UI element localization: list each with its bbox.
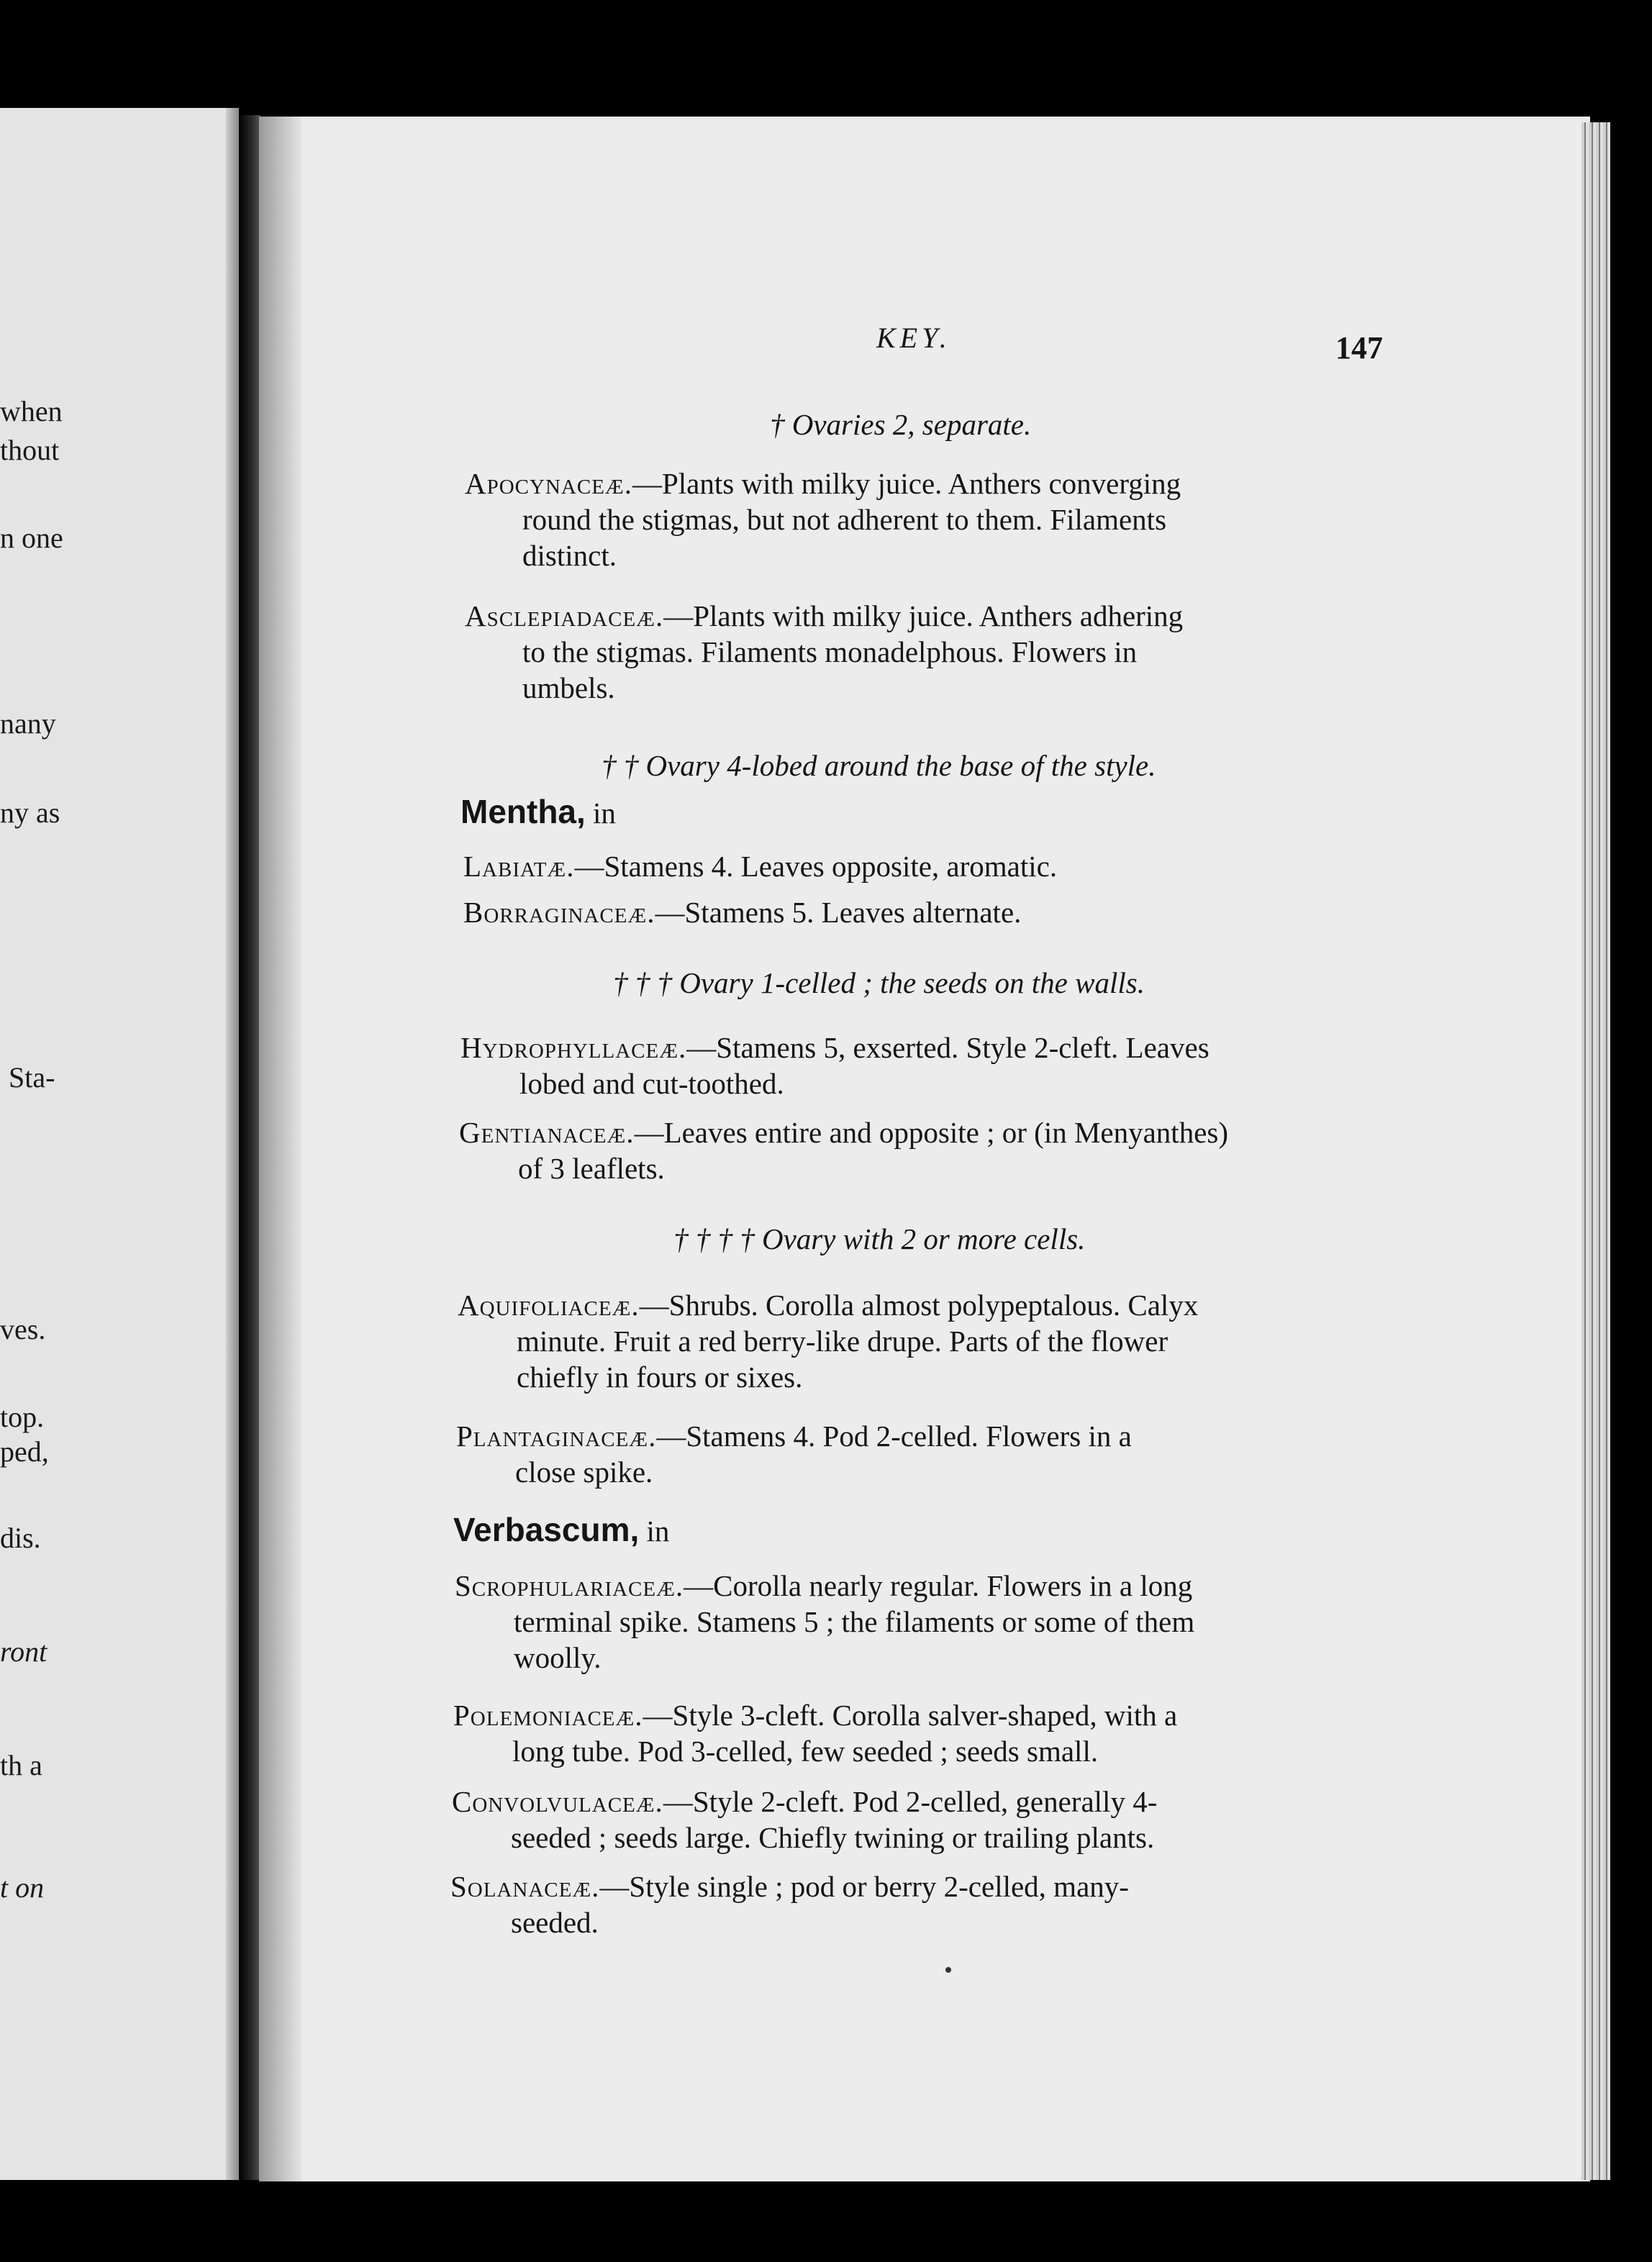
entry-continuation: close spike. [515,1455,653,1489]
genus-suffix: in [585,796,616,830]
section-heading: † † † † Ovary with 2 or more cells. [673,1222,1086,1255]
entry-continuation: of 3 leaflets. [518,1152,665,1185]
left-page-line: when [0,395,63,427]
family-name: Gentianaceæ. [459,1116,635,1149]
family-name: Solanaceæ. [450,1870,600,1903]
family-name: Labiatæ. [463,850,575,883]
key-entry-first-line [458,1288,1198,1322]
genus-suffix: in [639,1514,670,1548]
entry-text: —Leaves entire and opposite ; or (in Menyanthes) [634,1116,1229,1149]
family-name: Aquifoliaceæ. [458,1289,640,1322]
entry-continuation: chiefly in fours or sixes. [517,1361,803,1394]
left-page-line: Sta- [9,1061,55,1094]
left-page-line: n one [0,522,63,554]
key-entry-first-line [463,895,1021,930]
entry-continuation: seeded ; seeds large. Chiefly twining or trailing plants. [511,1821,1155,1854]
entry-text: —Style 3-cleft. Corolla salver-shaped, with a [643,1699,1178,1732]
genus-heading [460,794,616,830]
right-page-gutter-shadow [259,117,302,2181]
section-heading: † † Ovary 4-lobed around the base of the style. [602,749,1156,782]
entry-text: —Plants with milky juice. Anthers adhering [663,599,1184,632]
entry-text: —Plants with milky juice. Anthers converging [632,467,1181,500]
key-entry-first-line [456,1419,1132,1453]
right-page [259,117,1590,2181]
family-name: Borraginaceæ. [463,896,655,929]
left-page-line: th a [0,1749,42,1781]
entry-text: —Corolla nearly regular. Flowers in a long [684,1569,1193,1602]
entry-text: —Stamens 4. Pod 2-celled. Flowers in a [656,1420,1132,1453]
family-name: Asclepiadaceæ. [465,599,664,632]
entry-continuation: distinct. [522,539,617,572]
left-page-line: ves. [0,1313,46,1345]
left-page-gutter-shadow [226,108,239,2180]
family-name: Convolvulaceæ. [452,1785,663,1818]
key-entry-first-line [463,849,1057,884]
left-page-line: t on [0,1871,45,1904]
left-page-line: ped, [0,1435,49,1468]
entry-continuation: minute. Fruit a red berry-like drupe. Parts of the flower [517,1325,1168,1358]
book-binding [239,115,260,2180]
family-name: Plantaginaceæ. [456,1420,657,1453]
entry-continuation: umbels. [522,671,615,704]
entry-continuation: long tube. Pod 3-celled, few seeded ; seeds small. [512,1735,1099,1768]
page-edge-stack [1581,122,1610,2180]
key-entry-first-line [465,599,1183,633]
left-page-line: nany [0,707,56,740]
key-entry-first-line [455,1568,1192,1603]
key-entry-first-line [453,1698,1177,1732]
key-entry-first-line [460,1030,1210,1065]
section-heading: † Ovaries 2, separate. [770,408,1032,441]
key-entry-first-line [465,466,1181,501]
section-heading: † † † Ovary 1-celled ; the seeds on the walls. [613,966,1145,999]
print-speck [945,1967,951,1973]
left-page-line: dis. [0,1522,41,1554]
genus-heading [453,1512,669,1548]
key-entry-first-line [452,1784,1157,1819]
family-name: Hydrophyllaceæ. [460,1031,687,1064]
entry-text: —Stamens 5, exserted. Style 2-cleft. Leaves [686,1031,1210,1064]
family-name: Polemoniaceæ. [453,1699,643,1732]
page-number: 147 [1335,330,1383,365]
entry-text: —Style single ; pod or berry 2-celled, many- [599,1870,1129,1903]
entry-continuation: seeded. [511,1906,599,1939]
key-entry-first-line [450,1869,1129,1904]
entry-text: —Shrubs. Corolla almost polypeptalous. Calyx [639,1289,1199,1322]
entry-continuation: lobed and cut-toothed. [519,1067,784,1100]
entry-continuation: woolly. [514,1641,602,1674]
entry-text: —Stamens 5. Leaves alternate. [655,896,1022,929]
left-page-line: ny as [0,796,60,829]
left-page-line: top. [0,1401,45,1433]
running-title: KEY. [876,322,951,354]
left-facing-page [0,108,239,2180]
entry-continuation: round the stigmas, but not adherent to them. Filaments [522,503,1167,536]
left-page-line: ront [0,1635,47,1668]
entry-text: —Style 2-cleft. Pod 2-celled, generally 4- [663,1785,1158,1818]
genus-name: Verbascum, [453,1511,640,1548]
genus-name: Mentha, [460,793,586,830]
key-entry-first-line [459,1115,1228,1150]
left-page-line: thout [0,434,60,466]
family-name: Scrophulariaceæ. [455,1569,684,1602]
entry-continuation: to the stigmas. Filaments monadelphous. Flowers in [522,635,1138,668]
entry-continuation: terminal spike. Stamens 5 ; the filaments or some of them [514,1605,1195,1638]
entry-text: —Stamens 4. Leaves opposite, aromatic. [574,850,1058,883]
family-name: Apocynaceæ. [465,467,632,500]
